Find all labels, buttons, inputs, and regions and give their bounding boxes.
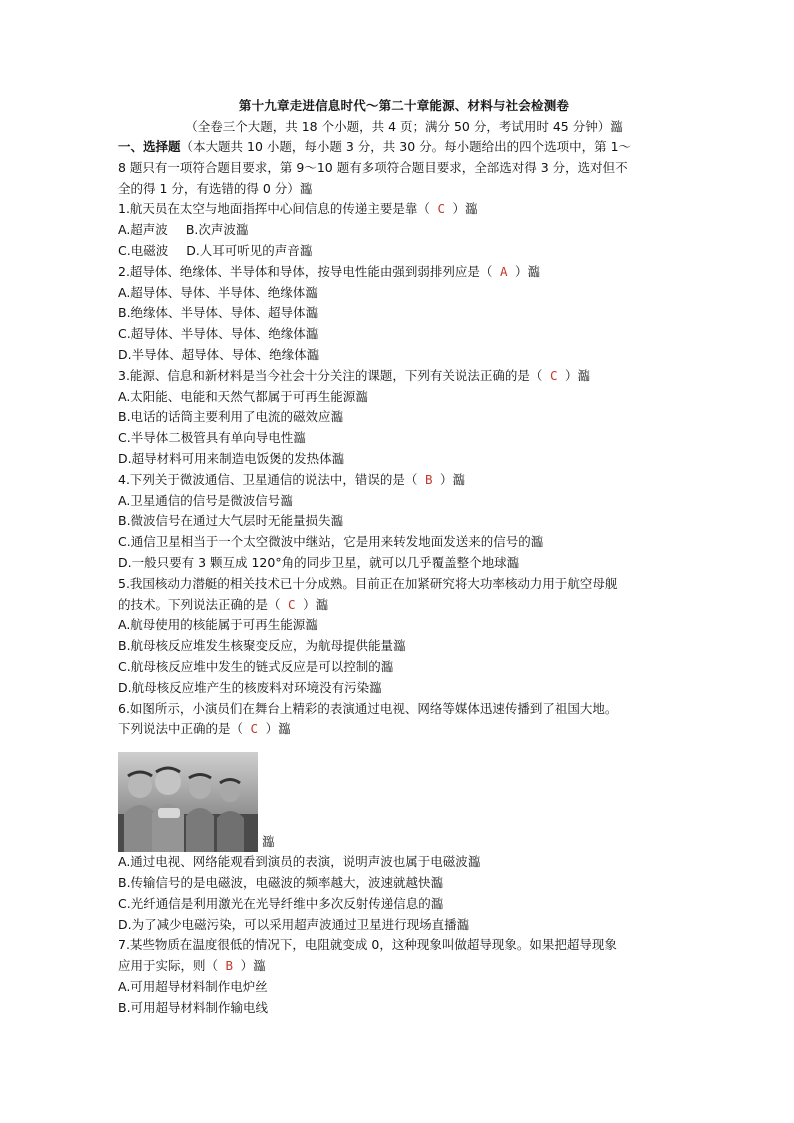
question-stem-text: 4.下列关于微波通信、卫星通信的说法中，错误的是（ — [118, 471, 418, 487]
option-text: B.航母核反应堆发生核聚变反应，为航母提供能量 — [118, 638, 394, 654]
line-mark: 瀶 — [430, 895, 444, 911]
question-stem-text: 的技术。下列说法正确的是（ — [118, 596, 281, 612]
answer-mark: C — [429, 201, 453, 217]
option-text: B.次声波 — [185, 222, 236, 238]
question-stem-line — [118, 574, 690, 595]
option-line — [118, 428, 690, 449]
section-line-2: 全的得 1 分，有选错的得 0 分）瀶 — [118, 180, 313, 196]
option-line — [118, 449, 690, 470]
question-6 — [118, 699, 690, 936]
stem-close: ） — [515, 263, 528, 279]
question-stem-line — [118, 699, 690, 720]
option-text: D.一般只要有 3 颗互成 120°角的同步卫星，就可以几乎覆盖整个地球 — [118, 554, 507, 570]
stem-close: ） — [265, 721, 279, 737]
line-mark: 瀶 — [278, 721, 291, 737]
option-line — [118, 553, 690, 574]
option-text: A.可用超导材料制作电炉丝 — [118, 978, 268, 994]
line-mark: 瀶 — [293, 430, 306, 446]
question-stem-text: 应用于实际，则（ — [118, 958, 219, 974]
question-stem-line — [118, 262, 690, 283]
option-text: D.超导材料可用来制造电饭煲的发热体 — [118, 450, 332, 466]
line-mark: 瀶 — [305, 284, 318, 300]
question-stem-line — [118, 470, 690, 491]
line-mark: 瀶 — [253, 958, 266, 974]
option-line — [118, 283, 690, 304]
figure-mark: 瀶 — [262, 834, 275, 850]
option-text: C.通信卫星相当于一个太空微波中继站，它是用来转发地面发送来的信号的 — [118, 534, 531, 550]
line-mark: 瀶 — [305, 326, 319, 342]
option-line — [118, 532, 690, 553]
question-stem-text: 7.某些物质在温度很低的情况下，电阻就变成 0，这种现象叫做超导现象。如果把超导现象 — [118, 937, 617, 953]
option-text: B.传输信号的是电磁波，电磁波的频率越大，波速就越快 — [118, 874, 431, 890]
line-mark: 瀶 — [355, 388, 368, 404]
line-mark: 瀶 — [577, 367, 591, 383]
option-text: A.太阳能、电能和天然气都属于可再生能源 — [118, 388, 356, 404]
answer-mark: B — [417, 471, 441, 487]
exam-title: 第十九章走进信息时代～第二十章能源、材料与社会检测卷 — [238, 98, 570, 113]
option-text: A.卫星通信的信号是微波信号 — [118, 492, 281, 508]
option-line — [118, 657, 690, 678]
section-line-1: 8 题只有一项符合题目要求，第 9～10 题有多项符合题目要求，全部选对得 3 分，选对但不 — [118, 159, 628, 175]
answer-mark: C — [280, 596, 304, 612]
option-line — [118, 345, 690, 366]
question-stem-text: 6.如图所示，小演员们在舞台上精彩的表演通过电视、网络等媒体迅速传播到了祖国大地。 — [118, 700, 618, 716]
option-text: D.半导体、超导体、导体、绝缘体 — [118, 346, 307, 362]
question-4 — [118, 470, 690, 574]
line-mark: 瀶 — [465, 201, 478, 217]
option-line — [118, 303, 690, 324]
section-heading: 一、选择题 — [118, 139, 181, 154]
line-mark: 瀶 — [393, 638, 406, 654]
option-line — [118, 915, 690, 936]
answer-mark: A — [492, 263, 516, 279]
line-mark: 瀶 — [306, 346, 320, 362]
line-mark: 瀶 — [369, 679, 382, 695]
line-mark: 瀶 — [452, 471, 466, 487]
option-text: C.电磁波 — [118, 242, 169, 258]
line-mark: 瀶 — [467, 854, 481, 870]
option-text: C.光纤通信是利用激光在光导纤维中多次反射传递信息的 — [118, 895, 431, 911]
option-line — [118, 977, 690, 998]
option-text: B.绝缘体、半导体、导体、超导体 — [118, 305, 306, 321]
option-text: A.航母使用的核能属于可再生能源 — [118, 617, 306, 633]
line-mark: 瀶 — [430, 874, 444, 890]
option-text: A.通过电视、网络能观看到演员的表演，说明声波也属于电磁波 — [118, 854, 468, 870]
line-mark: 瀶 — [299, 242, 313, 258]
answer-mark: B — [218, 958, 241, 974]
answer-mark: C — [542, 367, 566, 383]
option-line — [118, 636, 690, 657]
option-text: B.微波信号在通过大气层时无能量损失 — [118, 513, 331, 529]
line-mark: 瀶 — [331, 450, 345, 466]
line-mark: 瀶 — [506, 554, 520, 570]
option-text: B.电话的话筒主要利用了电流的磁效应 — [118, 409, 331, 425]
option-line — [118, 220, 690, 241]
question-1 — [118, 199, 690, 261]
question-stem-text: 1.航天员在太空与地面指挥中心间信息的传递主要是靠（ — [118, 201, 430, 217]
question-list — [118, 199, 690, 1018]
figure-row — [118, 742, 690, 852]
option-text: C.超导体、半导体、导体、绝缘体 — [118, 326, 306, 342]
line-mark: 瀶 — [330, 513, 344, 529]
option-text: D.航母核反应堆产生的核废料对环境没有污染 — [118, 679, 370, 695]
stem-close: ） — [452, 201, 466, 217]
option-line — [118, 615, 690, 636]
question-stem-text: 5.我国核动力潜艇的相关技术已十分成熟。目前正在加紧研究将大功率核动力用于航空母舰 — [118, 575, 618, 591]
option-line — [118, 894, 690, 915]
stem-close: ） — [240, 958, 254, 974]
exam-subtitle: （全卷三个大题，共 18 个小题，共 4 页；满分 50 分，考试用时 45 分钟）瀶 — [185, 119, 623, 134]
question-2 — [118, 262, 690, 366]
line-mark: 瀶 — [305, 305, 319, 321]
option-line — [118, 387, 690, 408]
question-stem-line — [118, 956, 690, 977]
option-line — [118, 998, 690, 1019]
stem-close: ） — [565, 367, 578, 383]
option-text: B.可用超导材料制作输电线 — [118, 999, 269, 1015]
question-stem-text: 下列说法中正确的是（ — [118, 721, 244, 737]
option-text: A.超声波 — [118, 222, 168, 238]
line-mark: 瀶 — [380, 658, 394, 674]
option-line — [118, 511, 690, 532]
question-3 — [118, 366, 690, 470]
exam-content — [118, 96, 690, 1018]
option-line — [118, 873, 690, 894]
option-line — [118, 241, 690, 262]
question-stem-text: 3.能源、信息和新材料是当今社会十分关注的课题，下列有关说法正确的是（ — [118, 367, 543, 383]
stem-close: ） — [303, 596, 316, 612]
question-stem-line — [118, 595, 690, 616]
question-7 — [118, 935, 690, 1018]
option-text: D.人耳可听见的声音 — [186, 242, 300, 258]
performers-photo — [118, 752, 258, 852]
question-stem-line — [118, 366, 690, 387]
option-line — [118, 852, 690, 873]
question-5 — [118, 574, 690, 699]
option-line — [118, 407, 690, 428]
line-mark: 瀶 — [305, 617, 318, 633]
line-mark: 瀶 — [527, 263, 541, 279]
line-mark: 瀶 — [530, 534, 544, 550]
line-mark: 瀶 — [235, 222, 249, 238]
option-text: C.航母核反应堆中发生的链式反应是可以控制的 — [118, 658, 381, 674]
question-stem-line — [118, 199, 690, 220]
section-line-0-rest: （本大题共 10 小题，每小题 3 分，共 30 分。每小题给出的四个选项中，第 1～ — [180, 139, 632, 154]
section-instructions — [118, 137, 690, 199]
line-mark: 瀶 — [456, 916, 470, 932]
line-mark: 瀶 — [280, 492, 293, 508]
question-stem-text: 2.超导体、绝缘体、半导体和导体，按导电性能由强到弱排列应是（ — [118, 263, 493, 279]
option-line — [118, 678, 690, 699]
option-text: D.为了减少电磁污染，可以采用超声波通过卫星进行现场直播 — [118, 916, 457, 932]
option-line — [118, 491, 690, 512]
line-mark: 瀶 — [315, 596, 329, 612]
option-line — [118, 324, 690, 345]
stem-close: ） — [440, 471, 453, 487]
answer-mark: C — [243, 721, 266, 737]
option-text: C.半导体二极管具有单向导电性 — [118, 430, 294, 446]
line-mark: 瀶 — [330, 409, 344, 425]
option-text: A.超导体、导体、半导体、绝缘体 — [118, 284, 306, 300]
question-stem-line — [118, 935, 690, 956]
question-stem-line — [118, 719, 690, 740]
